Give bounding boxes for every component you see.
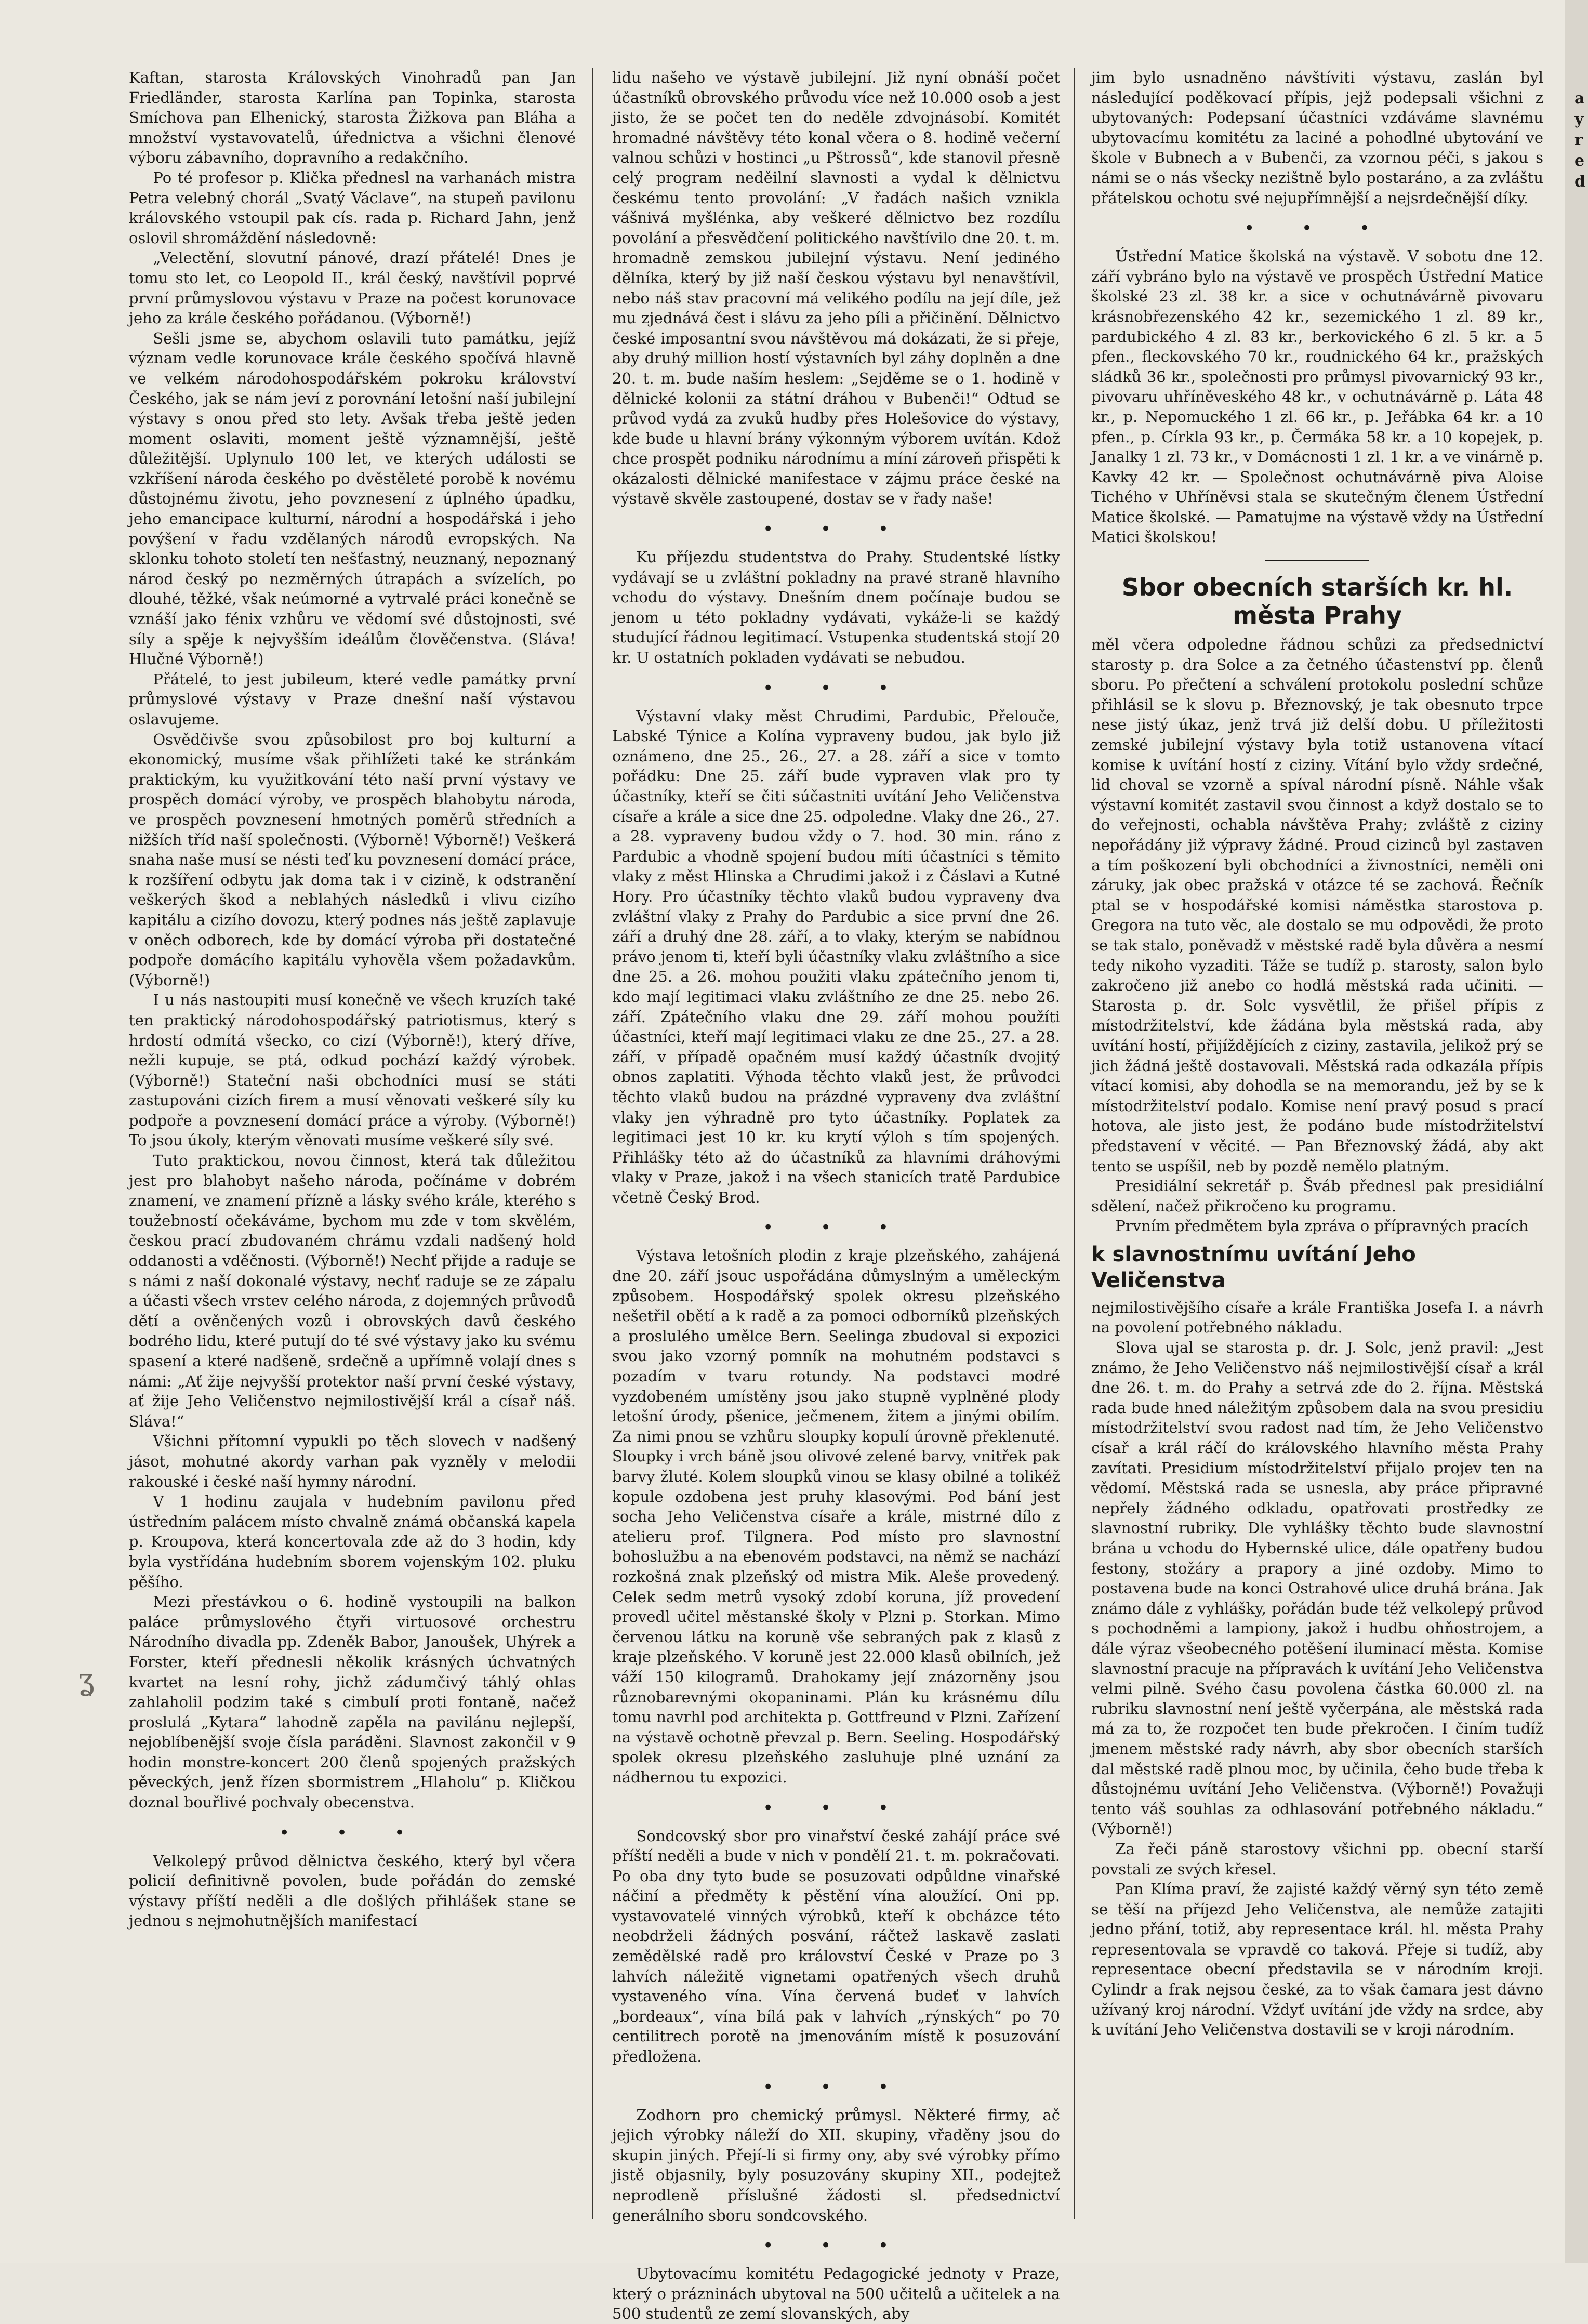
paragraph: Po té profesor p. Klička přednesl na varhanách mistra Petra velebný chorál „Svatý Václave“, na stupeň pavilonu královského vstoupil pak cís. rada p. Richard Jahn, jenž oslovil shromáždění následovně:	[129, 168, 576, 247]
paragraph: „Velectění, slovutní pánové, drazí přátelé! Dnes je tomu sto let, co Leopold II., král český, navštívil poprvé první průmyslovou výstavu v Praze na počest korunovace jeho za krále českého pořádanou. (Výborně!)	[129, 249, 576, 327]
paragraph: Zodhorn pro chemický průmysl. Některé firmy, ač jejich výrobky náleží do XII. skupiny, vřaděny jsou do skupin jiných. Přejí-li si firmy ony, aby své výrobky přímo jistě objasnily, byly posuzovány skupiny XII., podejtež neprodleně příslušné žádosti sl. předsednictví generálního sboru sondcovského.	[612, 2106, 1060, 2224]
column-rule	[1074, 68, 1075, 2219]
paragraph: Osvědčivše svou způsobilost pro boj kulturní a ekonomický, musíme však přihlížeti také ke stránkám praktickým, ku využitkování této naší první výstavy ve prospěch domácí výroby, ve prospěch blahobytu národa, ve prospěch povznesení hmotných poměrů středních a nižších tříd naší společnosti. (Výborně! Výborně!) Veškerá snaha naše musí se nésti teď ku povznesení domácí práce, k rozšíření odbytu jak doma tak i v cizině, k odstranění veškerých škod a neblahých následků i vlivu cizího kapitálu a cizího dovozu, který podnes nás ještě zaplavuje v oněch odborech, kde by domácí výroba při dostatečné podpoře domácího kapitálu vyhověla všem požadavkům. (Výborně!)	[129, 730, 576, 989]
margin-pencil-mark: ʓ	[78, 1663, 95, 1697]
paragraph: Kaftan, starosta Královských Vinohradů pan Jan Friedländer, starosta Karlína pan Topinka, starosta Smíchova pan Elhenický, starosta Žižkova pan Bláha a množství vystavovatelů, úřednictva a všichni členové výboru zábavního, dopravního a redakčního.	[129, 69, 576, 167]
paragraph: Výstava letošních plodin z kraje plzeňského, zahájená dne 20. září jsouc uspořádána důmyslným a uměleckým způsobem. Hospodářský spolek okresu plzeňského nešetřil obětí a k radě a za pomoci odborníků plzeňských a proslulého umělce Bern. Seelinga zbudoval si expozici svou jako vzorný pomník na mohutném podstavci s pozadím v tvaru rotundy. Na podstavci modré vyzdobeném umístěny jsou jako stupně vyplněné plody letošní úrody, pšenice, ječmenem, žitem a jinými obilím. Za nimi pnou se vzhůru sloupky kopulí úrovně překlenuté. Sloupky i vrch báně jsou olivové zelené barvy, vnitřek pak barvy žluté. Kolem sloupků vinou se klasy obilné a tolikéž kopule ozdobena jest pruhy klasovými. Pod bání jest socha Jeho Veličenstva císaře a krále, mistrné dílo z atelieru prof. Tilgnera. Pod místo pro slavnostní bohoslužbu a na ebenovém podstavci, na němž se nachází rozkošná znak plzeňský od mistra Mik. Aleše provedený. Celek sedm metrů vysoký zdobí koruna, jíž provedení provedl učitel městanské školy v Plzni p. Storkan. Mimo červenou látku na koruně vše sebraných pak z klasů z kraje plzeňského. V koruně jest 22.000 klasů obilních, jež váží 150 kilogramů. Drahokamy její znázorněny jsou různobarevnými okopaninami. Plán ku krásnému dílu tomu navrhl pod architekta p. Gottfreund v Plzni. Zařízení na výstavě ochotně převzal p. Bern. Seeling. Hospodářský spolek okresu plzeňského zasluhuje plné uznání za nádhernou tu expozici.	[612, 1247, 1060, 1786]
paragraph: Všichni přítomní vypukli po těch slovech v nadšený jásot, mohutné akordy varhan pak vyzněly v melodii rakouské i české naší hymny národní.	[129, 1432, 576, 1490]
section-separator: • • •	[763, 519, 909, 540]
subsection-heading: k slavnostnímu uvítání Jeho Veličenstva	[1091, 1242, 1416, 1292]
section-separator: • • •	[279, 1822, 426, 1843]
paragraph: Za řeči páně starostovy všichni pp. obecní starší povstali ze svých křesel.	[1091, 1840, 1543, 1878]
column-rule	[592, 68, 593, 2219]
paragraph: Slova ujal se starosta p. dr. J. Solc, jenž pravil: „Jest známo, že Jeho Veličenstvo náš nejmilostivější císař a král dne 26. t. m. do Prahy a setrvá zde do 2. října. Městská rada bude hned náležitým způsobem dala na svou presidiu místodržitelství svou radost nad tím, že Jeho Veličenstvo císař a král ráčí do královského hlavního města Prahy zavítati. Presidium místodržitelství přijalo projev ten na vědomí. Městská rada se usnesla, aby práce připravné nepřely žádného odkladu, opatřovati prostředky ze slavnostní rubriky. Dle vyhlášky těchto bude slavnostní brána u vchodu do Hybernské ulice, dále opatřeny budou festony, stožáry a prapory a jiné ozdoby. Mimo to postavena bude na konci Ostrahové ulice druhá brána. Jak známo dále z vyhlášky, pořádán bude též velkolepý průvod s pochodněmi a lampiony, jakož i hudbu ohňostrojem, a dále výraz všeobecného potěšení iluminací města. Komise slavnostní pracuje na přípravách k uvítání Jeho Veličenstva velmi pilně. Svého času povolena částka 60.000 zl. na rubriku slavnostní není ještě vyčerpána, ale městská rada má za to, že rozpočet ten bude překročen. I činím tudíž jmenem městské rady návrh, aby sbor obecních starších dal městské radě plnou moc, by učinila, čeho bude třeba k důstojnému uvítání Jeho Veličenstva. (Výborně!) Považuji tento váš souhlas za odhlasování potřebného nákladu.“ (Výborně!)	[1091, 1339, 1543, 1838]
ornamental-rule	[1091, 553, 1543, 566]
section-separator: • • •	[763, 1217, 909, 1238]
section-separator: • • •	[763, 1797, 909, 1818]
page-edge	[1565, 0, 1588, 2263]
paragraph: V 1 hodinu zaujala v hudebním pavilonu před ústředním palácem místo chvalně známá občanská kapela p. Kroupova, která koncertovala zde až do 3 hodin, kdy byla vystřídána hudebním sborem vojenským 102. pluku pěšího.	[129, 1493, 576, 1591]
paragraph: Sešli jsme se, abychom oslavili tuto památku, jejíž význam vedle korunovace krále českého spočívá hlavně ve velkém národohospodářském pokroku království Českého, jak se nám jeví z porovnání letošní naší jubilejní výstavy s onou před sto lety. Avšak třeba ještě jeden moment oslaviti, moment ještě významnější, ještě důležitější. Uplynulo 100 let, ve kterých události se vzkříšení národa českého po dvěstěleté porobě k novému důstojnému životu, jeho povznesení z úplného úpadku, jeho emancipace kulturní, národní a hospodářská i jeho povýšení v řadu vzdělaných národů evropských. Na sklonku tohoto století ten nešťastný, neuznaný, nepoznaný národ český po nezměrných útrapách a svízelích, po dlouhé, těžké, však neúmorné a vytrvalé práci konečně se vznáší jako fénix vzhůru ve vědomí své důstojnosti, své síly a spěje k nejvyšším ideálům člověčenstva. (Sláva! Hlučné Výborně!)	[129, 329, 576, 668]
section-heading: Sbor obecních starších kr. hl. města Prahy	[1121, 573, 1513, 630]
paragraph: Sondcovský sbor pro vinařství české zahájí práce své příští neděli a bude v nich v pondělí 21. t. m. pokračovati. Po oba dny tyto bude se posuzovati odpůldne vinařské náčiní a předměty k pěstění vína aloužící. Oni pp. vystavovatelé vinných výrobků, kteří k obcházce této neobdrželi žádných posvání, ráčtež laskavě zaslati zemědělské radě pro království České v Praze po 3 lahvích náležitě vignetami opatřených všech druhů vystaveného vína. Vína červená budeť v lahvích „bordeaux“, vína bílá pak v lahvích „rýnských“ po 70 centilitrech porotě na jmenováním místě k posuzování předložena.	[612, 1827, 1060, 2066]
adjacent-page-fragment: a y r e d	[1574, 89, 1585, 191]
section-separator: • • •	[1244, 218, 1391, 239]
paragraph: Ústřední Matice školská na výstavě. V sobotu dne 12. září vybráno bylo na výstavě ve prospěch Ústřední Matice školské 23 zl. 38 kr. a sice v ochutnávárně pivovaru krásnobřezenského 42 kr., sezemického 1 zl. 89 kr., pardubického 4 zl. 83 kr., berkovického 6 zl. 5 kr. a 5 pfen., fleckovského 70 kr., roudnického 64 kr., pražských sládků 36 kr., společnosti pro průmysl pivovarnický 93 kr., pivovaru uhříněveského 48 kr., v ochutnávárně p. Láta 48 kr., p. Nepomuckého 1 zl. 66 kr., p. Jeřábka 64 kr. a 10 pfen., p. Církla 93 kr., p. Čermáka 58 kr. a 10 kopejek, p. Janalky 1 zl. 73 kr., v Domácnosti 1 zl. 1 kr. a ve vinárně p. Kavky 42 kr. — Společnost ochutnávárně piva Aloise Tichého v Uhříněvsi stala se skutečným členem Ústřední Matice školské. — Pamatujme na výstavě vždy na Ústřední Matici školskou!	[1091, 247, 1543, 546]
paragraph: Mezi přestávkou o 6. hodině vystoupili na balkon paláce průmyslového čtyři virtuosové orchestru Národního divadla pp. Zdeněk Babor, Janoušek, Uhýrek a Forster, kteří přednesli několik krásných úchvatných kvartet na lesní rohy, jichž zádumčivý táhlý ohlas zahlaholil podzim také s cimbulí proti fontaně, načež proslulá „Kytara“ lahodně zapěla na pavilánu nejlepší, nejoblíbenější svoje čísla paráděni. Slavnost zakončil v 9 hodin monstre-koncert 200 členů spojených pražských pěveckých, jenž řízen sbormistrem „Hlaholu“ p. Kličkou doznal bouřlivé pochvaly obecenstva.	[129, 1593, 576, 1812]
paragraph: jim bylo usnadněno návštíviti výstavu, zaslán byl následující poděkovací přípis, jejž podepsali všichni z ubytovaných: Podepsaní účastníci vzdáváme slavnému ubytovacímu komitétu za laciné a pohodlné ubytování ve škole v Bubnech a v Bubenči, za vzornou péči, s jakou s námi se o nás všecky nezištně bylo postaráno, a za zvláštu přátelskou ochotu své nejupřímnější a nejsrdečnější díky.	[1091, 69, 1543, 207]
paragraph: Ubytovacímu komitétu Pedagogické jednoty v Praze, který o prázninách ubytoval na 500 učitelů a učitelek a na 500 studentů ze zemí slovanských, aby	[612, 2265, 1060, 2323]
paragraph: nejmilostivějšího císaře a krále Františka Josefa I. a návrh na povolení potřebného nákladu.	[1091, 1298, 1543, 1337]
section-separator: • • •	[763, 2076, 909, 2097]
column-2	[612, 68, 1060, 2323]
section-separator: • • •	[763, 677, 909, 698]
column-3	[1091, 68, 1543, 2219]
paragraph: Výstavní vlaky měst Chrudimi, Pardubic, Přelouče, Labské Týnice a Kolína vypraveny budou, jak bylo již oznámeno, dne 25., 26., 27. a 28. září a sice v tomto pořádku: Dne 25. září bude vypraven vlak pro ty účastníky, kteří se čiti súčastniti uvítání Jeho Veličenstva císaře a krále a sice dne 25. odpoledne. Vlaky dne 26., 27. a 28. vypraveny budou vždy o 7. hod. 30 min. ráno z Pardubic a vhodně spojení budou míti účastníci s těmito vlaky z měst Hlinska a Chrudimi jakož i z Čáslavi a Kutné Hory. Pro účastníky těchto vlaků budou vypraveny dva zvláštní vlaky z Prahy do Pardubic a sice první dne 26. září a druhý dne 28. září, a to vlaky, kterým se nabídnou právo jenom ti, kteří byli účastníky vlaku zvláštního a sice dne 25. a 26. mohou použiti vlaku zpátečního jenom ti, kdo mají legitimaci vlaku zvláštního ze dne 25. nebo 26. září. Zpátečního vlaku dne 29. září mohou použíti účastníci, kteří mají legitimaci vlaku ze dne 25., 27. a 28. září, v případě opačném musí každý účastník dvojitý obnos zaplatiti. Výhoda těchto vlaků jest, že průvodci těchto vlaků budou na prázdné vypraveny dva zvláštní vlaky jen výhradně pro tyto účastníky. Poplatek za legitimaci jest 10 kr. ku krytí výloh s tím spojených. Přihlášky této až do účastníků za hlavními dráhovými vlaky v Praze, jakož i na všech stanicích tratě Pardubice včetně Český Brod.	[612, 707, 1060, 1206]
column-1	[129, 68, 576, 2219]
paragraph: lidu našeho ve výstavě jubilejní. Již nyní obnáší počet účastníků obrovského průvodu více než 10.000 osob a jest jisto, že se počet ten do neděle zdvojnásobí. Komitét hromadné návštěvy této konal včera o 8. hodině večerní valnou schůzi v hostinci „u Pštrossů“, kde stanovil přesně celý program neděilní slavnosti a vydal k dělnictvu českému tento provolání: „V řadách našich vznikla vášnivá myšlénka, aby veškeré dělnictvo bez rozdílu povolání a přesvědčení politického navštívilo dne 20. t. m. hromadně zemskou jubilejní výstavu. Není jediného dělníka, který by již naší českou výstavu byl nenavštívil, nebo náš stav pracovní má velikého podílu na její díle, jež mu zjednává čest i slávu za jeho píli a přičinění. Dělnictvo české imposantní svou návštěvou má dokázati, že si přeje, aby druhý million hostí výstavních byl záhy doplněn a dne 20. t. m. bude naším heslem: „Sejděme se o 1. hodině v dělnické kolonii za státní dráhou v Bubenči!“ Odtud se průvod vydá za zvuků hudby přes Holešovice do výstavy, kde bude u hlavní brány výkonným výborem uvítán. Kdož chce prospět podniku národnímu a míní zároveň přispěti k okázalosti dělnické manifestace v zájmu práce české na výstavě skvěle zastoupené, dostav se v řady naše!	[612, 69, 1060, 508]
paragraph: Presidiální sekretář p. Šváb přednesl pak presidiální sdělení, načež přikročeno ku programu.	[1091, 1177, 1543, 1215]
paragraph: Pan Klíma praví, že zajisté každý věrný syn této země se těší na příjezd Jeho Veličenstva, ale nemůže zatajiti jedno přání, totiž, aby representace král. hl. města Prahy representovala se vpravdě co taková. Přeje si tudíž, aby representace obecní představila se v národním kroji. Cylindr a frak nejsou české, za to však čamara jest dávno užívaný kroj národní. Vždyť uvítání jde vždy na srdce, aby k uvítání Jeho Veličenstva dostavili se v kroji národním.	[1091, 1880, 1543, 2039]
paragraph: Přátelé, to jest jubileum, které vedle památky první průmyslové výstavy v Praze dnešní naší výstavou oslavujeme.	[129, 670, 576, 728]
paragraph: Ku příjezdu studentstva do Prahy. Studentské lístky vydávají se u zvláštní pokladny na pravé straně hlavního vchodu do výstavy. Dnešním dnem počínaje budou se jenom u této pokladny vydávati, vykáže-li se každý studující řádnou legitimací. Vstupenka studentská stojí 20 kr. U ostatních pokladen vydávati se nebudou.	[612, 548, 1060, 667]
section-separator: • • •	[763, 2235, 909, 2256]
paragraph: měl včera odpoledne řádnou schůzi za předsednictví starosty p. dra Solce a za četného účastenství pp. členů sboru. Po přečtení a schválení protokolu poslední schůze přihlásil se k slovu p. Březnovský, je tak obesnuto trpce nese jistý úkaz, jenž trvá již delší dobu. U příležitosti zemské jubilejní výstavy byla totiž ustanovena vítací komise k uvítání hostí z ciziny. Vítání bylo vždy srdečné, lid choval se vzorně a spíval národní písně. Náhle však výstavní komitét zastavil svou činnost a když dostalo se to do veřejnosti, ochabla návštěva Prahy; zvláště z ciziny nepořádány již výpravy žádné. Proud cizinců byl zastaven a tím poškození byli obchodníci a živnostníci, neměli oni záruky, jak obec pražská v otázce té se zachová. Řečník ptal se v hospodářské komisi náměstka starostova p. Gregora na tuto věc, ale dostalo se mu odpovědi, že proto se tak stalo, poněvadž v městské radě byla důvěra a nesmí tedy nikoho vyzaditi. Táže se tudíž p. starosty, salon bylo zakročeno již anebo co hodlá městská rada učiniti. — Starosta p. dr. Solc vysvětlil, že přišel přípis z místodržitelství, kde žádána byla městská rada, aby uvítání hostí, přijíždějících z ciziny, zastavila, jelikož prý se jich žádná ještě dostavovali. Městská rada odkazála přípis vítací komisi, aby dohodla se na memorandu, jež by se k místodržitelství podalo. Komise není pravý posud s prací hotova, ale jisto jest, že podáno bude místodržitelství představení v věcité. — Pan Březnovský žádá, aby akt tento se uspíšil, neb by pozdě nemělo platným.	[1091, 636, 1543, 1175]
paragraph: I u nás nastoupiti musí konečně ve všech kruzích také ten praktický národohospodářský patriotismus, který s hrdostí odmítá všecko, co cizí (Výborně!), který dříve, nežli kupuje, se ptá, odkud pochází každý výrobek. (Výborně!) Stateční naši obchodníci musí se státi zastupováni cizích firem a musí věnovati veškeré síly ku podpoře a povznesení domácí práce a výroby. (Výborně!) To jsou úkoly, kterým věnovati musíme veškeré síly své.	[129, 991, 576, 1150]
paragraph: Prvním předmětem byla zpráva o přípravných pracích	[1115, 1217, 1529, 1235]
paragraph: Velkolepý průvod dělnictva českého, který byl včera policií definitivně povolen, bude pořádán do zemské výstavy příští neděli a dle došlých přihlášek stane se jednou s nejmohutnějších manifestací	[129, 1852, 576, 1930]
paragraph: Tuto praktickou, novou činnost, která tak důležitou jest pro blahobyt našeho národa, počínáme v dobrém znamení, ve znamení přízně a lásky svého krále, kterého s toužebností očekáváme, bychom mu zde v tom skvělém, českou prací zbudovaném chrámu vzdali nadšený hold oddanosti a vděčnosti. (Výborně!) Nechť přijde a raduje se s námi z naší dokonalé výstavy, nechť raduje se ze zápalu a účasti všech vrstev celého národa, z dojemných průvodů dětí a ověnčených vozů i obrovských davů českého bodrého lidu, které putují do té své výstavy jako ku svému spasení a které nadšeně, srdečně a upřímně volají dnes s námi: „Ať žije nejvyšší protektor naší první české výstavy, ať žije Jeho Veličenstvo nejmilostivější král a císař náš. Sláva!“	[129, 1152, 576, 1430]
